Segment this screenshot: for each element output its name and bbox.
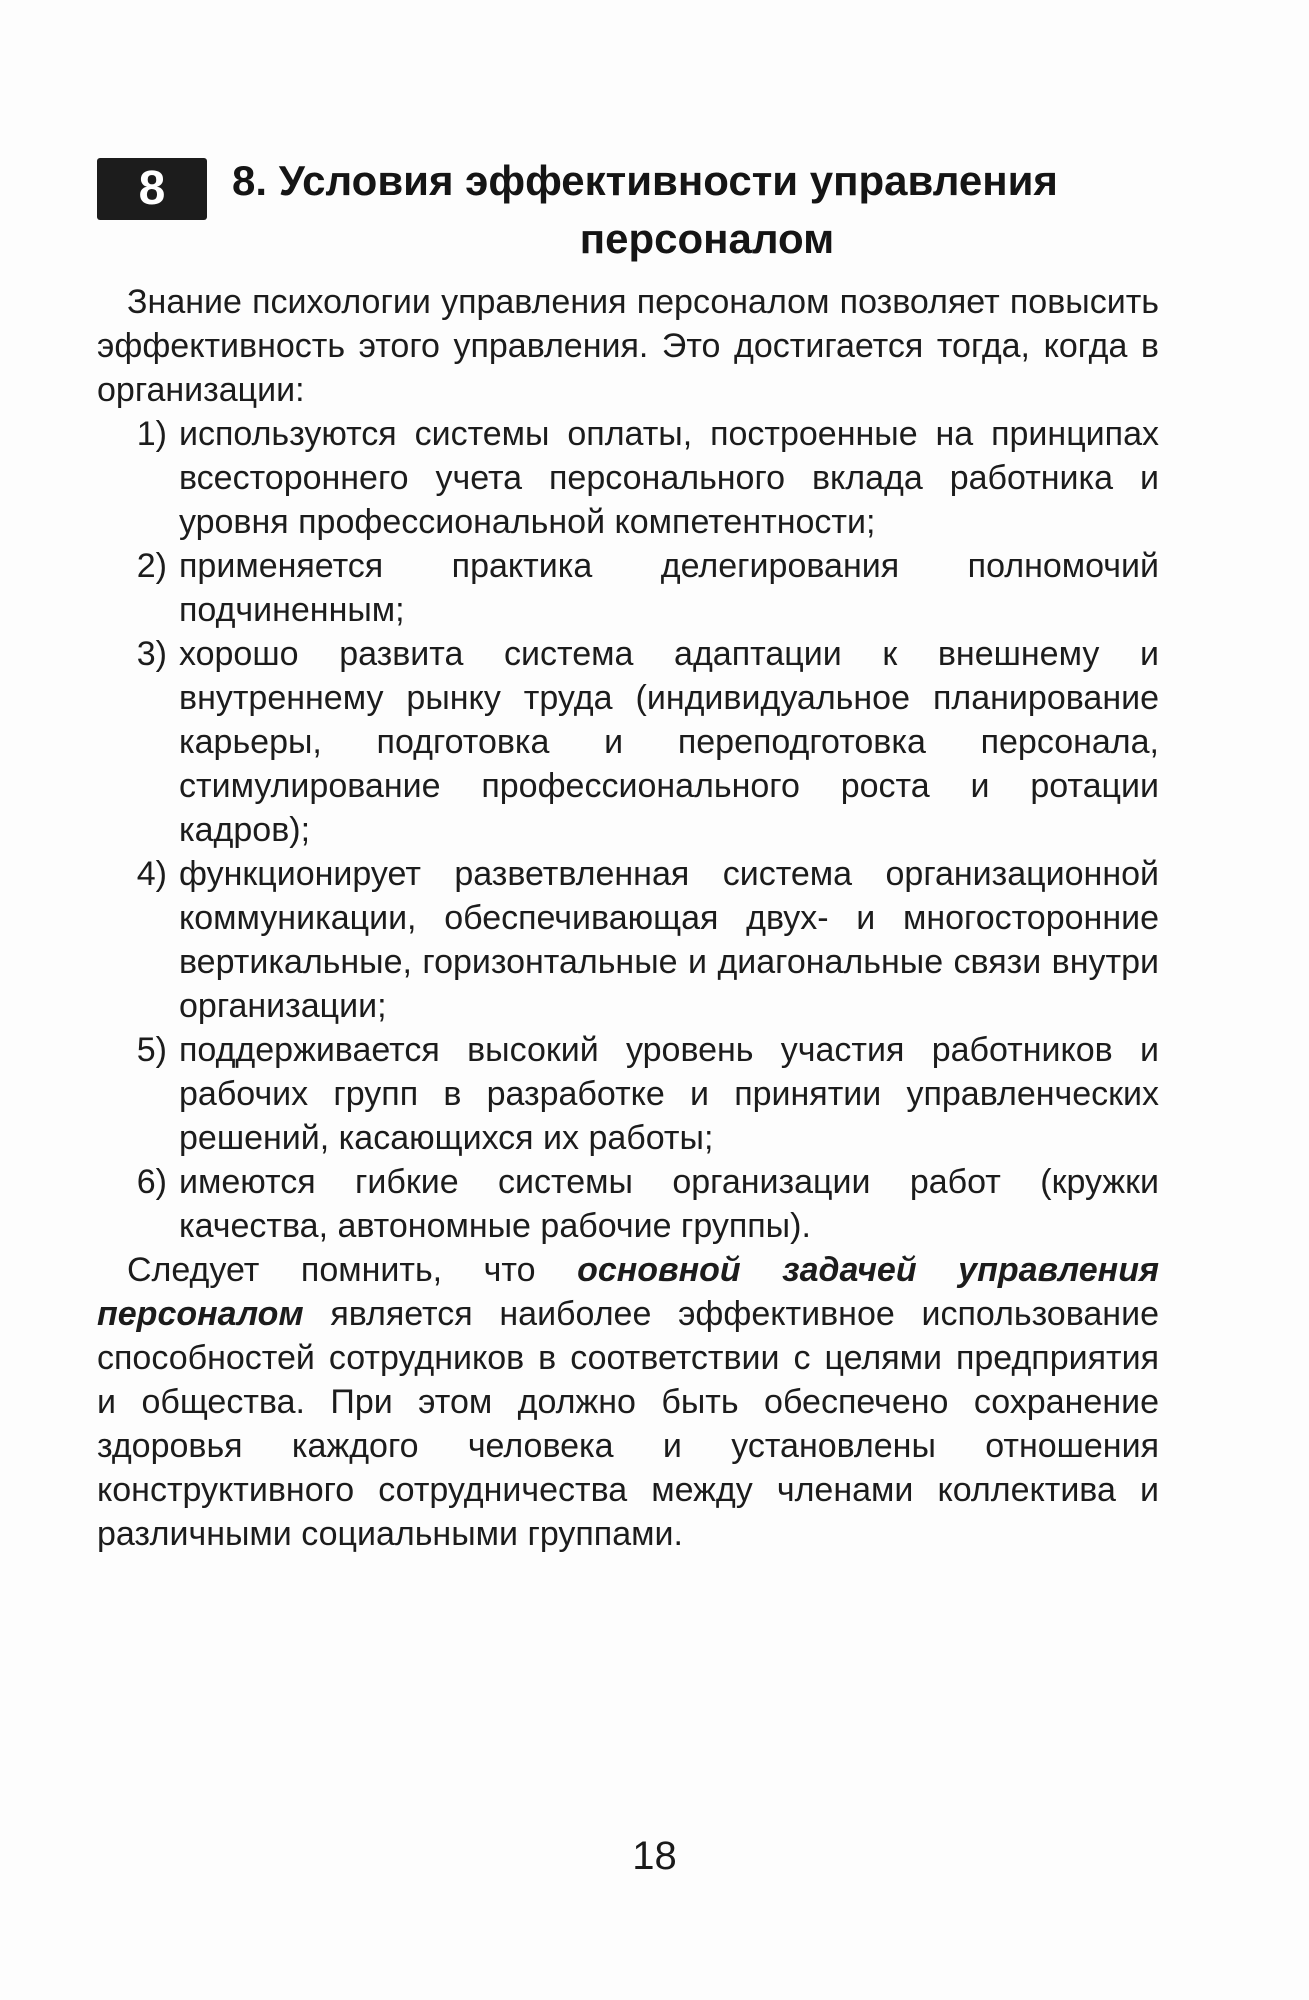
list-item-text: применяется практика делегирования полномочий подчиненным; [179, 547, 1159, 629]
list-item [97, 1160, 1159, 1248]
section-title-line-1: 8. Условия эффективности управления [232, 157, 1058, 204]
list-item-number: 6) [136, 1163, 167, 1201]
list-item-text: функционирует разветвленная система организационной коммуникации, обеспечивающая двух- и многосторонние вертикальные, горизонтальные и диагональные связи внутри организации; [179, 855, 1159, 1025]
list-item [97, 852, 1159, 1028]
conclusion-emphasis: основной задачей управления персоналом [97, 1251, 1159, 1333]
list-item-number: 1) [136, 415, 167, 453]
list-item-text: хорошо развита система адаптации к внешнему и внутреннему рынку труда (индивидуальное планирование карьеры, подготовка и переподготовка персонала, стимулирование профессионального роста и ротации кадров); [179, 635, 1159, 849]
list-item-text: используются системы оплаты, построенные на принципах всестороннего учета персонального вклада работника и уровня профессиональной компетентности; [179, 415, 1159, 541]
list-item-number: 5) [136, 1031, 167, 1069]
list-item-number: 4) [136, 855, 167, 893]
list-item [97, 544, 1159, 632]
list-item-number: 2) [136, 547, 167, 585]
list-item [97, 412, 1159, 544]
list-item-number: 3) [136, 635, 167, 673]
conclusion-paragraph [97, 1248, 1159, 1556]
list-item [97, 1028, 1159, 1160]
list-item [97, 632, 1159, 852]
section-title [232, 152, 1182, 268]
conditions-list [97, 412, 1159, 1248]
section-number-badge [97, 158, 207, 220]
page-number: 18 [632, 1834, 677, 1878]
list-item-text: поддерживается высокий уровень участия работников и рабочих групп в разработке и принятии управленческих решений, касающихся их работы; [179, 1031, 1159, 1157]
conclusion-lead: Следует помнить, что [127, 1251, 578, 1289]
list-item-text: имеются гибкие системы организации работ (кружки качества, автономные рабочие группы). [179, 1163, 1159, 1245]
section-body [97, 280, 1159, 1556]
section-badge-number: 8 [138, 162, 166, 215]
section-title-line-2: персоналом [579, 215, 835, 262]
conclusion-rest: является наиболее эффективное использование способностей сотрудников в соответствии с целями предприятия и общества. При этом должно быть обеспечено сохранение здоровья каждого человека и установлены отношения конструктивного сотрудничества между членами коллектива и различными социальными группами. [97, 1295, 1159, 1553]
intro-paragraph: Знание психологии управления персоналом позволяет повысить эффективность этого управления. Это достигается тогда, когда в организации: [97, 283, 1159, 409]
